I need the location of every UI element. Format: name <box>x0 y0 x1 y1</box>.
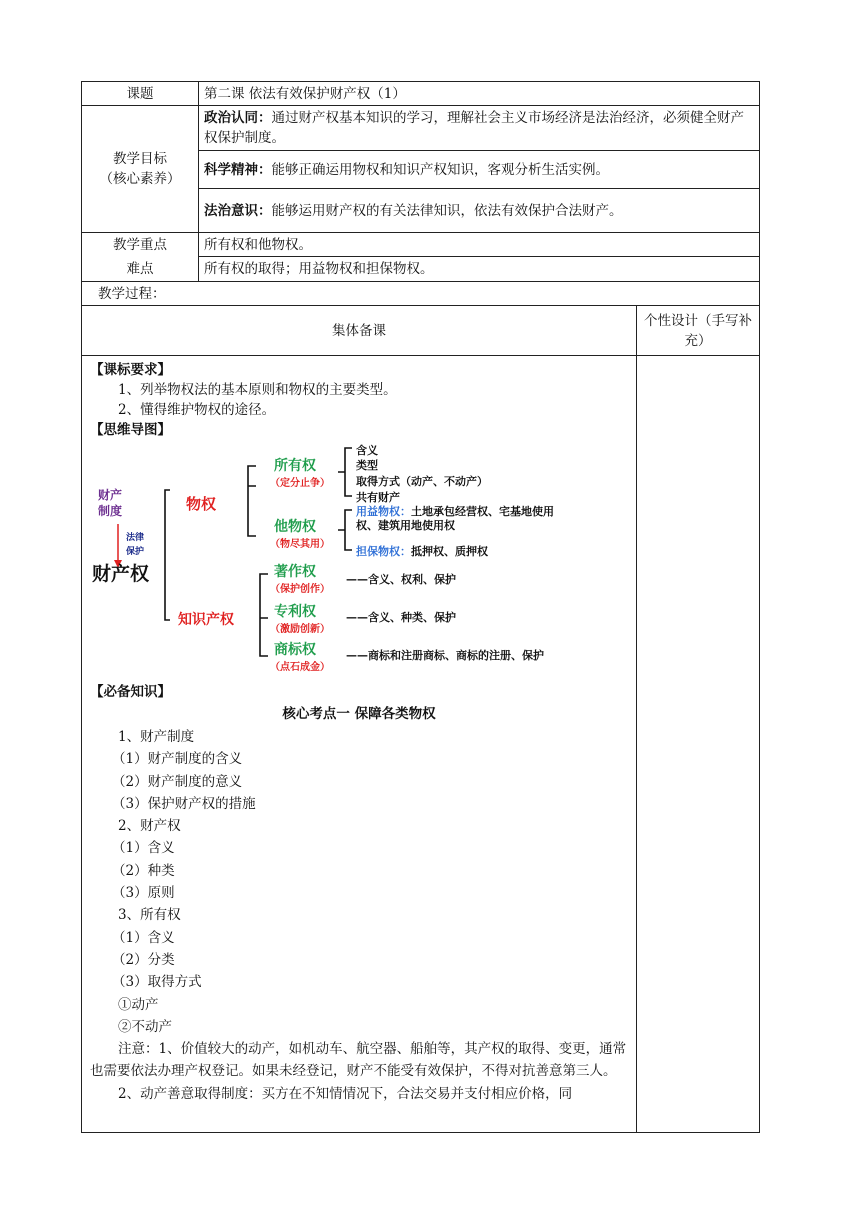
knowledge-line: （2）分类 <box>112 951 175 968</box>
node-zhuzuo: 著作权 <box>274 564 316 580</box>
personal-content <box>637 356 760 1133</box>
origin-label-1: 财产 <box>98 488 123 502</box>
req-item: 1、列举物权法的基本原则和物权的主要类型。 <box>118 382 397 398</box>
lesson-plan-table <box>81 81 759 1133</box>
yongyi-line-1: 用益物权：土地承包经营权、宅基地使用 <box>356 505 554 518</box>
knowledge-line: （1）含义 <box>112 840 175 857</box>
suoyou-item: 取得方式（动产、不动产） <box>356 475 488 488</box>
difficulty-value: 所有权的取得；用益物权和担保物权。 <box>199 257 760 282</box>
knowledge-line: （1）财产制度的含义 <box>112 751 243 768</box>
zhuanli-desc: ——含义、种类、保护 <box>346 611 456 624</box>
node-tawuquan-sub: （物尽其用） <box>270 539 330 550</box>
goal-law: 法治意识：能够运用财产权的有关法律知识，依法有效保护合法财产。 <box>199 189 760 233</box>
node-zhuanli-sub: （激励创新） <box>270 624 330 635</box>
key-label: 教学重点 <box>82 233 199 257</box>
key-value: 所有权和他物权。 <box>199 233 760 257</box>
knowledge-line: （3）原则 <box>112 885 175 902</box>
node-wuquan: 物权 <box>186 495 217 513</box>
suoyou-item: 类型 <box>356 459 378 472</box>
knowledge-line: （2）种类 <box>112 862 175 879</box>
node-zhuanli: 专利权 <box>274 604 316 620</box>
danbao-line: 担保物权：抵押权、质押权 <box>356 545 488 558</box>
req-heading: 【课标要求】 <box>90 362 171 378</box>
yongyi-line-2: 权、建筑用地使用权 <box>356 519 455 532</box>
goal-political: 政治认同：通过财产权基本知识的学习，理解社会主义市场经济是法治经济，必须健全财产权保护制度。 <box>199 106 760 151</box>
mind-map <box>90 442 630 678</box>
req-item: 2、懂得维护物权的途径。 <box>118 402 276 418</box>
knowledge-line: 2、财产权 <box>118 818 181 835</box>
goal-science: 科学精神：能够正确运用物权和知识产权知识，客观分析生活实例。 <box>199 151 760 189</box>
root-property-right: 财产权 <box>92 563 150 585</box>
knowledge-line: （3）取得方式 <box>112 974 202 991</box>
knowledge-line: （1）含义 <box>112 929 175 946</box>
knowledge-line: （3）保护财产权的措施 <box>112 795 256 812</box>
note-paragraph: 2、动产善意取得制度：买方在不知情情况下，合法交易并支付相应价格，同 <box>118 1085 573 1102</box>
node-suoyouquan: 所有权 <box>274 458 316 474</box>
shangbiao-desc: ——商标和注册商标、商标的注册、保护 <box>346 649 544 662</box>
note-paragraph: 注意：1、价值较大的动产，如机动车、航空器、船舶等，其产权的取得、变更，通常也需要依法办理产权登记。如果未经登记，财产不能受有效保护，不得对抗善意第三人。 <box>90 1041 627 1080</box>
node-zhishi: 知识产权 <box>178 612 234 628</box>
collective-content <box>82 356 637 1133</box>
node-shangbiao-sub: （点石成金） <box>270 662 330 673</box>
law-protect-label-1: 法律 <box>126 533 145 543</box>
node-tawuquan: 他物权 <box>274 519 316 535</box>
suoyou-item: 共有财产 <box>356 491 400 504</box>
suoyou-item: 含义 <box>356 444 378 457</box>
topic-value: 第二课 依法有效保护财产权（1） <box>199 82 760 106</box>
core-title: 核心考点一 保障各类物权 <box>282 706 436 722</box>
node-zhuzuo-sub: （保护创作） <box>270 584 330 595</box>
node-shangbiao: 商标权 <box>274 642 316 658</box>
knowledge-line: ②不动产 <box>118 1018 172 1035</box>
knowledge-line: 1、财产制度 <box>118 729 195 745</box>
difficulty-label: 难点 <box>82 257 199 282</box>
goal-label: 教学目标 （核心素养） <box>82 106 199 233</box>
knowledge-heading: 【必备知识】 <box>90 684 171 700</box>
process-label: 教学过程： <box>82 282 760 306</box>
node-suoyouquan-sub: （定分止争） <box>270 478 330 489</box>
topic-label: 课题 <box>82 82 199 106</box>
zhuzuo-desc: ——含义、权利、保护 <box>346 573 456 586</box>
knowledge-line: （2）财产制度的意义 <box>112 773 243 790</box>
map-heading: 【思维导图】 <box>90 422 171 438</box>
personal-label: 个性设计（手写补充） <box>637 306 760 356</box>
knowledge-line: ①动产 <box>118 996 159 1013</box>
origin-label-2: 制度 <box>98 504 123 518</box>
collective-label: 集体备课 <box>82 306 637 356</box>
law-protect-label-2: 保护 <box>126 547 145 557</box>
knowledge-line: 3、所有权 <box>118 907 181 924</box>
